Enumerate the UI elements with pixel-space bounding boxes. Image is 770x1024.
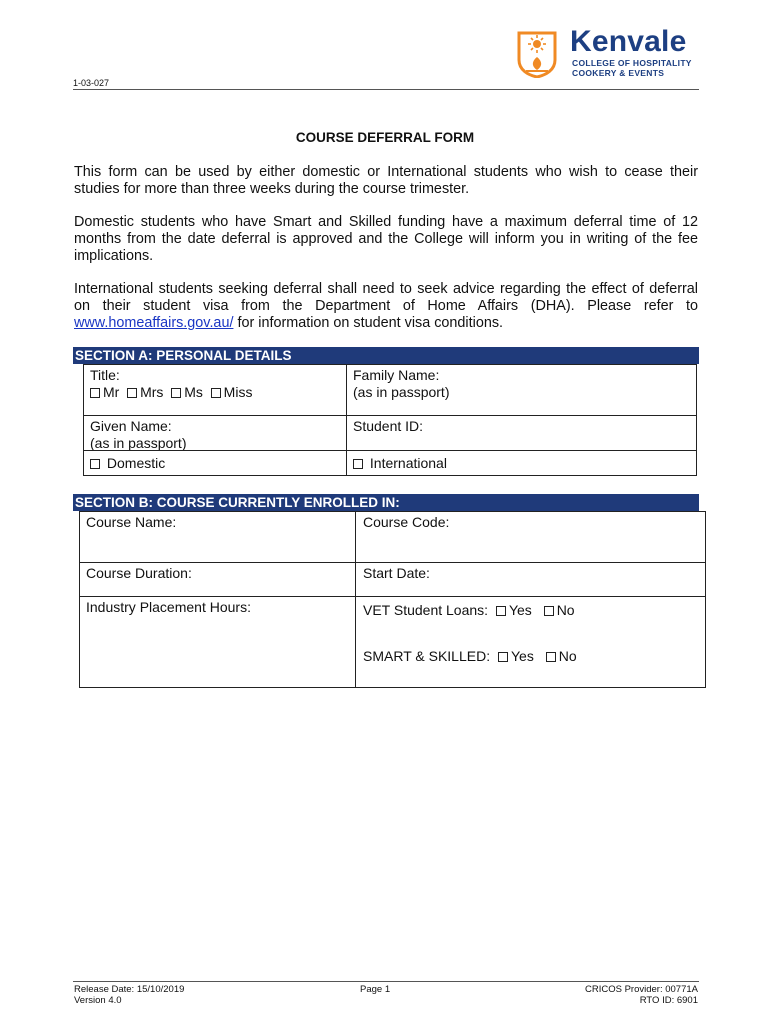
intro-paragraph-3 — [74, 281, 698, 332]
release-date: Release Date: 15/10/2019 — [74, 984, 185, 995]
vet-loans-yes-label: Yes — [508, 602, 532, 618]
logo-wordmark: Kenvale — [570, 25, 687, 58]
title-options — [90, 384, 252, 400]
title-mr-label: Mr — [103, 384, 120, 400]
smart-skilled-yes-checkbox[interactable] — [498, 652, 508, 662]
title-field — [83, 364, 347, 416]
student-id-field[interactable] — [346, 415, 697, 451]
flame-shield-icon — [516, 30, 558, 78]
vet-loans-yes-checkbox[interactable] — [496, 606, 506, 616]
logo-tagline-line1: COLLEGE OF HOSPITALITY — [572, 58, 692, 68]
domestic-label: Domestic — [106, 455, 166, 471]
family-name-field[interactable] — [346, 364, 697, 416]
vet-loans-no-checkbox[interactable] — [544, 606, 554, 616]
course-name-label: Course Name: — [86, 514, 177, 530]
smart-skilled-no-checkbox[interactable] — [546, 652, 556, 662]
title-mrs-checkbox[interactable] — [127, 388, 137, 398]
title-miss-checkbox[interactable] — [211, 388, 221, 398]
domestic-option — [83, 450, 347, 476]
given-name-hint: (as in passport) — [90, 435, 187, 451]
course-code-field[interactable] — [355, 511, 706, 563]
given-name-field[interactable] — [83, 415, 347, 451]
document-code: 1-03-027 — [73, 78, 110, 88]
family-name-hint: (as in passport) — [353, 384, 450, 400]
section-b-heading: SECTION B: COURSE CURRENTLY ENROLLED IN: — [73, 494, 699, 511]
smart-skilled-label: SMART & SKILLED: — [363, 648, 491, 664]
title-miss-label: Miss — [223, 384, 253, 400]
page-number: Page 1 — [360, 984, 391, 995]
title-mr-checkbox[interactable] — [90, 388, 100, 398]
footer-right — [520, 984, 698, 1006]
placement-hours-label: Industry Placement Hours: — [86, 599, 251, 615]
footer-left — [74, 984, 184, 1006]
course-name-field[interactable] — [79, 511, 356, 563]
title-ms-label: Ms — [184, 384, 203, 400]
course-duration-label: Course Duration: — [86, 565, 192, 581]
smart-skilled-yes-label: Yes — [510, 648, 534, 664]
intro-paragraph-3-text: International students seeking deferral shall need to seek advice regarding the effect of deferral on their student visa from the Department of Home Affairs (DHA). Please refer to — [74, 281, 698, 314]
title-ms-checkbox[interactable] — [171, 388, 181, 398]
family-name-label: Family Name: — [353, 367, 440, 383]
vet-loans-label: VET Student Loans: — [363, 602, 489, 618]
given-name-label: Given Name: — [90, 418, 172, 434]
start-date-label: Start Date: — [363, 565, 430, 581]
rto-id: RTO ID: 6901 — [639, 995, 698, 1006]
international-option — [346, 450, 697, 476]
intro-paragraph-1: This form can be used by either domestic or International students who wish to cease their studies for more than three weeks during the course trimester. — [74, 164, 698, 197]
start-date-field[interactable] — [355, 562, 706, 597]
domestic-checkbox[interactable] — [90, 459, 100, 469]
international-label: International — [369, 455, 447, 471]
vet-loans-row — [362, 602, 699, 619]
funding-options-cell — [355, 596, 706, 688]
smart-skilled-no-label: No — [558, 648, 577, 664]
cricos-provider: CRICOS Provider: 00771A — [585, 984, 698, 995]
form-title: COURSE DEFERRAL FORM — [295, 130, 475, 145]
student-id-label: Student ID: — [353, 418, 424, 434]
homeaffairs-link[interactable]: www.homeaffairs.gov.au/ — [74, 315, 234, 331]
intro-paragraph-2: Domestic students who have Smart and Skilled funding have a maximum deferral time of 12 months from the date deferral is approved and the College will inform you in writing of the fee implications. — [74, 214, 698, 264]
version: Version 4.0 — [74, 995, 122, 1006]
section-a-heading: SECTION A: PERSONAL DETAILS — [73, 347, 699, 364]
title-label: Title: — [90, 367, 120, 383]
smart-skilled-row — [362, 648, 699, 665]
placement-hours-field[interactable] — [79, 596, 356, 688]
kenvale-logo-emblem — [516, 30, 558, 78]
international-checkbox[interactable] — [353, 459, 363, 469]
title-mrs-label: Mrs — [140, 384, 164, 400]
logo-tagline-line2: COOKERY & EVENTS — [572, 68, 665, 78]
header-divider — [73, 89, 699, 90]
intro-paragraph-3-tail: for information on student visa conditions. — [233, 315, 504, 331]
course-duration-field[interactable] — [79, 562, 356, 597]
course-code-label: Course Code: — [363, 514, 450, 530]
footer-divider — [73, 981, 699, 982]
logo-tagline — [572, 58, 692, 78]
vet-loans-no-label: No — [556, 602, 575, 618]
